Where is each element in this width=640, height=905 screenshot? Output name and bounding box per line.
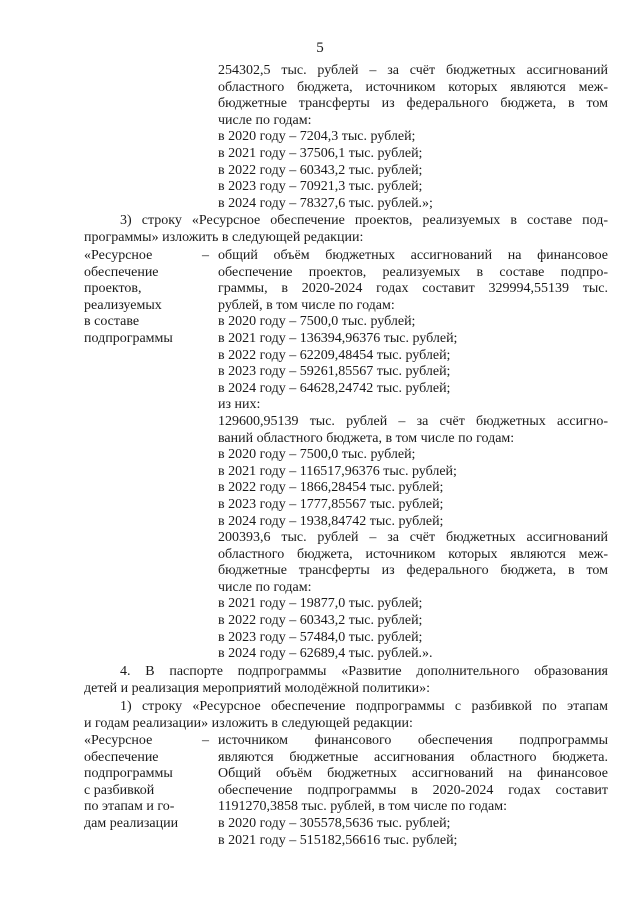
item-4-paragraph <box>84 664 608 697</box>
text-line: являются бюджетные ассигнования областного бюджета. <box>218 749 608 765</box>
label-line: «Ресурсное <box>84 248 153 263</box>
text-line: в 2021 году – 19877,0 тыс. рублей; <box>218 596 423 612</box>
funding-text-block <box>218 63 608 212</box>
table-1-dash: – <box>202 248 209 263</box>
text-line: ваний областного бюджета, в том числе по годам: <box>218 430 515 446</box>
label-line: в составе <box>84 314 140 330</box>
text-line: из них: <box>218 397 261 413</box>
text-line: детей и реализация мероприятий молодёжной политики»: <box>84 680 430 696</box>
text-line: 129600,95139 тыс. рублей – за счёт бюджетных ассигно- <box>218 413 608 429</box>
text-line: в 2024 году – 62689,4 тыс. рублей.». <box>218 646 433 662</box>
text-line: в 2024 году – 78327,6 тыс. рублей.»; <box>218 195 433 211</box>
text-line: и годам реализации» изложить в следующей редакции: <box>84 715 413 731</box>
label-line: проектов, <box>84 281 142 297</box>
text-line: бюджетные трансферты из федерального бюджета, в том <box>218 563 608 579</box>
text-line: 4. В паспорте подпрограммы «Развитие дополнительного образования <box>120 664 608 679</box>
text-line: числе по годам: <box>218 112 312 128</box>
label-line: обеспечение <box>84 264 159 280</box>
text-line: источником финансового обеспечения подпрограммы <box>218 733 608 748</box>
text-line: в 2023 году – 1777,85567 тыс. рублей; <box>218 496 444 512</box>
table-2-content <box>218 733 608 849</box>
text-line: 254302,5 тыс. рублей – за счёт бюджетных ассигнований <box>218 63 608 78</box>
text-line: Общий объём бюджетных ассигнований на финансовое <box>218 766 608 782</box>
label-line: реализуемых <box>84 297 162 313</box>
text-line: в 2021 году – 37506,1 тыс. рублей; <box>218 145 423 161</box>
text-line: в 2021 году – 136394,96376 тыс. рублей; <box>218 330 458 346</box>
label-line: с разбивкой <box>84 782 155 798</box>
text-line: обеспечение проектов, реализуемых в составе подпро- <box>218 264 608 280</box>
text-line: в 2023 году – 70921,3 тыс. рублей; <box>218 179 423 195</box>
item-4-1-paragraph <box>84 699 608 732</box>
label-line: подпрограммы <box>84 766 173 782</box>
table-1-content <box>218 248 608 663</box>
text-line: граммы, в 2020-2024 годах составит 329994,55139 тыс. <box>218 281 608 297</box>
text-line: в 2022 году – 60343,2 тыс. рублей; <box>218 162 423 178</box>
text-line: 1191270,3858 тыс. рублей, в том числе по годам: <box>218 799 507 815</box>
text-line: 200393,6 тыс. рублей – за счёт бюджетных ассигнований <box>218 530 608 546</box>
text-line: областного бюджета, источником которых являются меж- <box>218 546 608 562</box>
text-line: обеспечение подпрограммы в 2020-2024 годах составит <box>218 782 608 798</box>
text-line: программы» изложить в следующей редакции: <box>84 229 364 245</box>
text-line: в 2022 году – 60343,2 тыс. рублей; <box>218 613 423 629</box>
text-line: 3) строку «Ресурсное обеспечение проектов, реализуемых в составе под- <box>120 213 608 228</box>
text-line: общий объём бюджетных ассигнований на финансовое <box>218 248 608 263</box>
text-line: 1) строку «Ресурсное обеспечение подпрограммы с разбивкой по этапам <box>120 699 608 714</box>
text-line: в 2020 году – 7500,0 тыс. рублей; <box>218 447 416 463</box>
table-2-label <box>84 733 209 833</box>
item-3-paragraph <box>84 213 608 246</box>
text-line: в 2024 году – 1938,84742 тыс. рублей; <box>218 513 444 529</box>
text-line: в 2022 году – 1866,28454 тыс. рублей; <box>218 480 444 496</box>
label-line: обеспечение <box>84 749 159 765</box>
label-line: «Ресурсное <box>84 733 153 748</box>
text-line: в 2023 году – 57484,0 тыс. рублей; <box>218 629 423 645</box>
text-line: в 2023 году – 59261,85567 тыс. рублей; <box>218 364 451 380</box>
page-number: 5 <box>316 40 324 56</box>
label-line: по этапам и го- <box>84 799 175 815</box>
text-line: бюджетные трансферты из федерального бюджета, в том <box>218 96 608 112</box>
text-line: рублей, в том числе по годам: <box>218 297 395 313</box>
text-line: в 2020 году – 7500,0 тыс. рублей; <box>218 314 416 330</box>
label-line: подпрограммы <box>84 330 173 346</box>
text-line: в 2020 году – 7204,3 тыс. рублей; <box>218 129 416 145</box>
text-line: числе по годам: <box>218 579 312 595</box>
table-1-label <box>84 248 209 348</box>
text-line: в 2022 году – 62209,48454 тыс. рублей; <box>218 347 451 363</box>
text-line: областного бюджета, источником которых являются меж- <box>218 79 608 95</box>
text-line: в 2020 году – 305578,5636 тыс. рублей; <box>218 815 451 831</box>
text-line: в 2024 году – 64628,24742 тыс. рублей; <box>218 380 451 396</box>
text-line: в 2021 году – 515182,56616 тыс. рублей; <box>218 832 458 848</box>
text-line: в 2021 году – 116517,96376 тыс. рублей; <box>218 463 457 479</box>
table-2-dash: – <box>202 733 209 748</box>
label-line: дам реализации <box>84 815 179 831</box>
